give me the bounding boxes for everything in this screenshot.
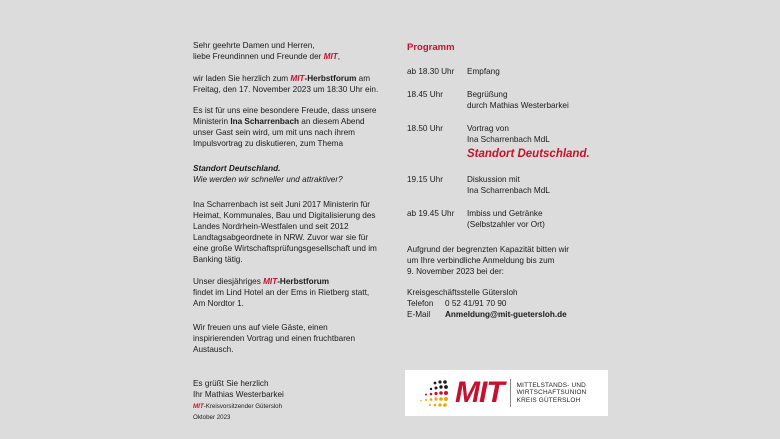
mit-mention: MIT <box>323 52 338 61</box>
phone-row: Telefon 0 52 41/91 70 90 <box>407 299 507 308</box>
dots-icon <box>415 378 449 408</box>
logo-mark: MIT <box>455 376 504 409</box>
registration-note: Aufgrund der begrenzten Kapazität bitten wir um Ihre verbindliche Anmeldung bis zum 9. November 2023 bei der: <box>407 245 570 276</box>
contact-block <box>407 287 607 320</box>
program-item: ab 19.45 Uhr Imbiss und Getränke (Selbstzahler vor Ort) <box>407 209 545 229</box>
letter-column <box>193 40 393 365</box>
program-item: 18.50 Uhr Vortrag von Ina Scharrenbach MdL Standort Deutschland. <box>407 123 607 162</box>
venue-text: Unser diesjähriges MIT-Herbstforum findet im Lind Hotel an der Ems in Rietberg statt, Am Nordtor 1. <box>193 276 370 308</box>
office-name: Kreisgeschäftsstelle Gütersloh <box>407 288 518 297</box>
invitation-text: wir laden Sie herzlich zum MIT-Herbstforum am Freitag, den 17. November 2023 um 18:30 Uhr ein. <box>193 73 379 94</box>
logo-divider <box>510 379 511 407</box>
topic-subtitle: Wie werden wir schneller und attraktiver? <box>193 175 343 184</box>
program-column <box>407 42 607 320</box>
logo-text: MITTELSTANDS- UND WIRTSCHAFTSUNION KREIS GÜTERSLOH <box>516 381 587 404</box>
email-link[interactable]: Anmeldung@mit-guetersloh.de <box>445 310 567 319</box>
mit-logo <box>405 370 608 416</box>
program-item: ab 18.30 Uhr Empfang <box>407 67 500 76</box>
program-highlight: Standort Deutschland. <box>467 148 590 160</box>
topic-block <box>193 163 393 185</box>
phone-number: 0 52 41/91 70 90 <box>445 299 507 308</box>
topic-title: Standort Deutschland. <box>193 164 281 173</box>
salutation: Sehr geehrte Damen und Herren, liebe Freundinnen und Freunde der MIT, <box>193 41 341 61</box>
signature-block: Es grüßt Sie herzlich Ihr Mathias Westerbarkei MIT-Kreisvorsitzender Gütersloh Oktober 2023 <box>193 379 284 421</box>
closing-wish: Wir freuen uns auf viele Gäste, einen inspirierenden Vortrag und einen fruchtbaren Austausch. <box>193 322 356 354</box>
guest-name: Ina Scharrenbach <box>230 117 300 126</box>
guest-text: Es ist für uns eine besondere Freude, dass unsere Ministerin Ina Scharrenbach an diesem Abend unser Gast sein wird, um mit uns nach ihrem Impulsvortrag zu diskutieren, zum Thema <box>193 106 377 148</box>
program-item: 19.15 Uhr Diskussion mit Ina Scharrenbach MdL <box>407 175 550 195</box>
program-title: Programm <box>407 42 455 53</box>
program-item: 18.45 Uhr Begrüßung durch Mathias Westerbarkei <box>407 90 569 110</box>
bio-text: Ina Scharrenbach ist seit Juni 2017 Ministerin für Heimat, Kommunales, Bau und Digitalisierung des Landes Nordrhein-Westfalen und seit 2012 Landtagsabgeordnete in NRW. Zuvor war sie für eine große Wirtschaftsprüfungsgesellschaft und im Banking tätig. <box>193 200 377 264</box>
email-row: E-Mail Anmeldung@mit-guetersloh.de <box>407 310 567 319</box>
